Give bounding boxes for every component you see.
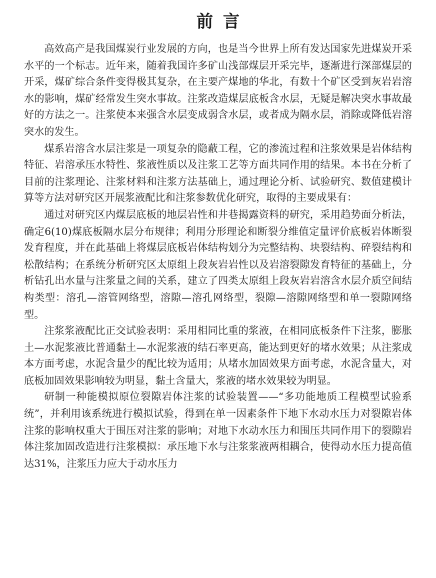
- paragraph-1: 高效高产是我国煤炭行业发展的方向，也是当今世界上所有发达国家先进煤炭开采水平的一个标志。近年来，随着我国许多矿山浅部煤层开采完毕，逐渐进行深部煤层的开采，煤矿综合条件变得极其复杂，在主要产煤地的华北，有数十个矿区受到灰岩岩溶水的影响，煤矿经常发生突水事故。注浆改造煤层底板含水层，无疑是解决突水事故最好的方法之一。注浆使本来强含水层变成弱含水层，或者成为隔水层，消除或降低岩溶突水的发生。: [24, 44, 412, 138]
- paragraph-5: 研制一种能模拟原位裂隙岩体注浆的试验装置——“多功能地质工程模型试验系统”，并利用该系统进行模拟试验，得到在单一因素条件下地下水动水压力对裂隙岩体注浆的影响权重大于围压对注浆的影响；对地下水动水压力和围压共同作用下的裂隙岩体注浆加固改造进行注浆模拟：承压地下水与注浆浆液两相耦合，使得动水压力提高值达31%，注浆压力应大于动水压力: [24, 392, 412, 470]
- paragraph-2: 煤系岩溶含水层注浆是一项复杂的隐蔽工程，它的渗流过程和注浆效果是岩体结构特征、岩溶承压水特性、浆液性质以及注浆工艺等方面共同作用的结果。本书在分析了目前的注浆理论、注浆材料和注浆方法基础上，通过理论分析、试验研究、数值建模计算等方法对研究区开展浆液配比和注浆参数优化研究，取得的主要成果有：: [24, 143, 412, 205]
- paragraph-4: 注浆浆液配比正交试验表明：采用相同比重的浆液，在相同底板条件下注浆，膨胀土—水泥浆液比普通黏土—水泥浆液的结石率更高，能达到更好的堵水效果；从注浆成本方面考虑，水泥含量少的配比较为适用；从堵水加固效果方面考虑，水泥含量大，对底板加固效果影响较为明显，黏土含量大，浆液的堵水效果较为明显。: [24, 326, 412, 387]
- page-title: 前言: [196, 12, 250, 31]
- paragraph-3: 通过对研究区内煤层底板的地层岩性和井巷揭露资料的研究，采用趋势面分析法，确定6(10)煤底板隔水层分布规律；利用分形理论和断裂分维值定量评价底板岩体断裂发育程度，并在此基础上将煤层底板岩体结构划分为完整结构、块裂结构、碎裂结构和松散结构；在系统分析研究区太原组上段灰岩岩性以及岩溶裂隙发育特征的基础上，分析钻孔出水量与注浆量之间的关系，建立了四类太原组上段灰岩岩溶含水层介质空间结构类型：溶孔—溶管网络型，溶隙—溶孔网络型，裂隙—溶隙网络型和单一裂隙网络型。: [24, 209, 412, 321]
